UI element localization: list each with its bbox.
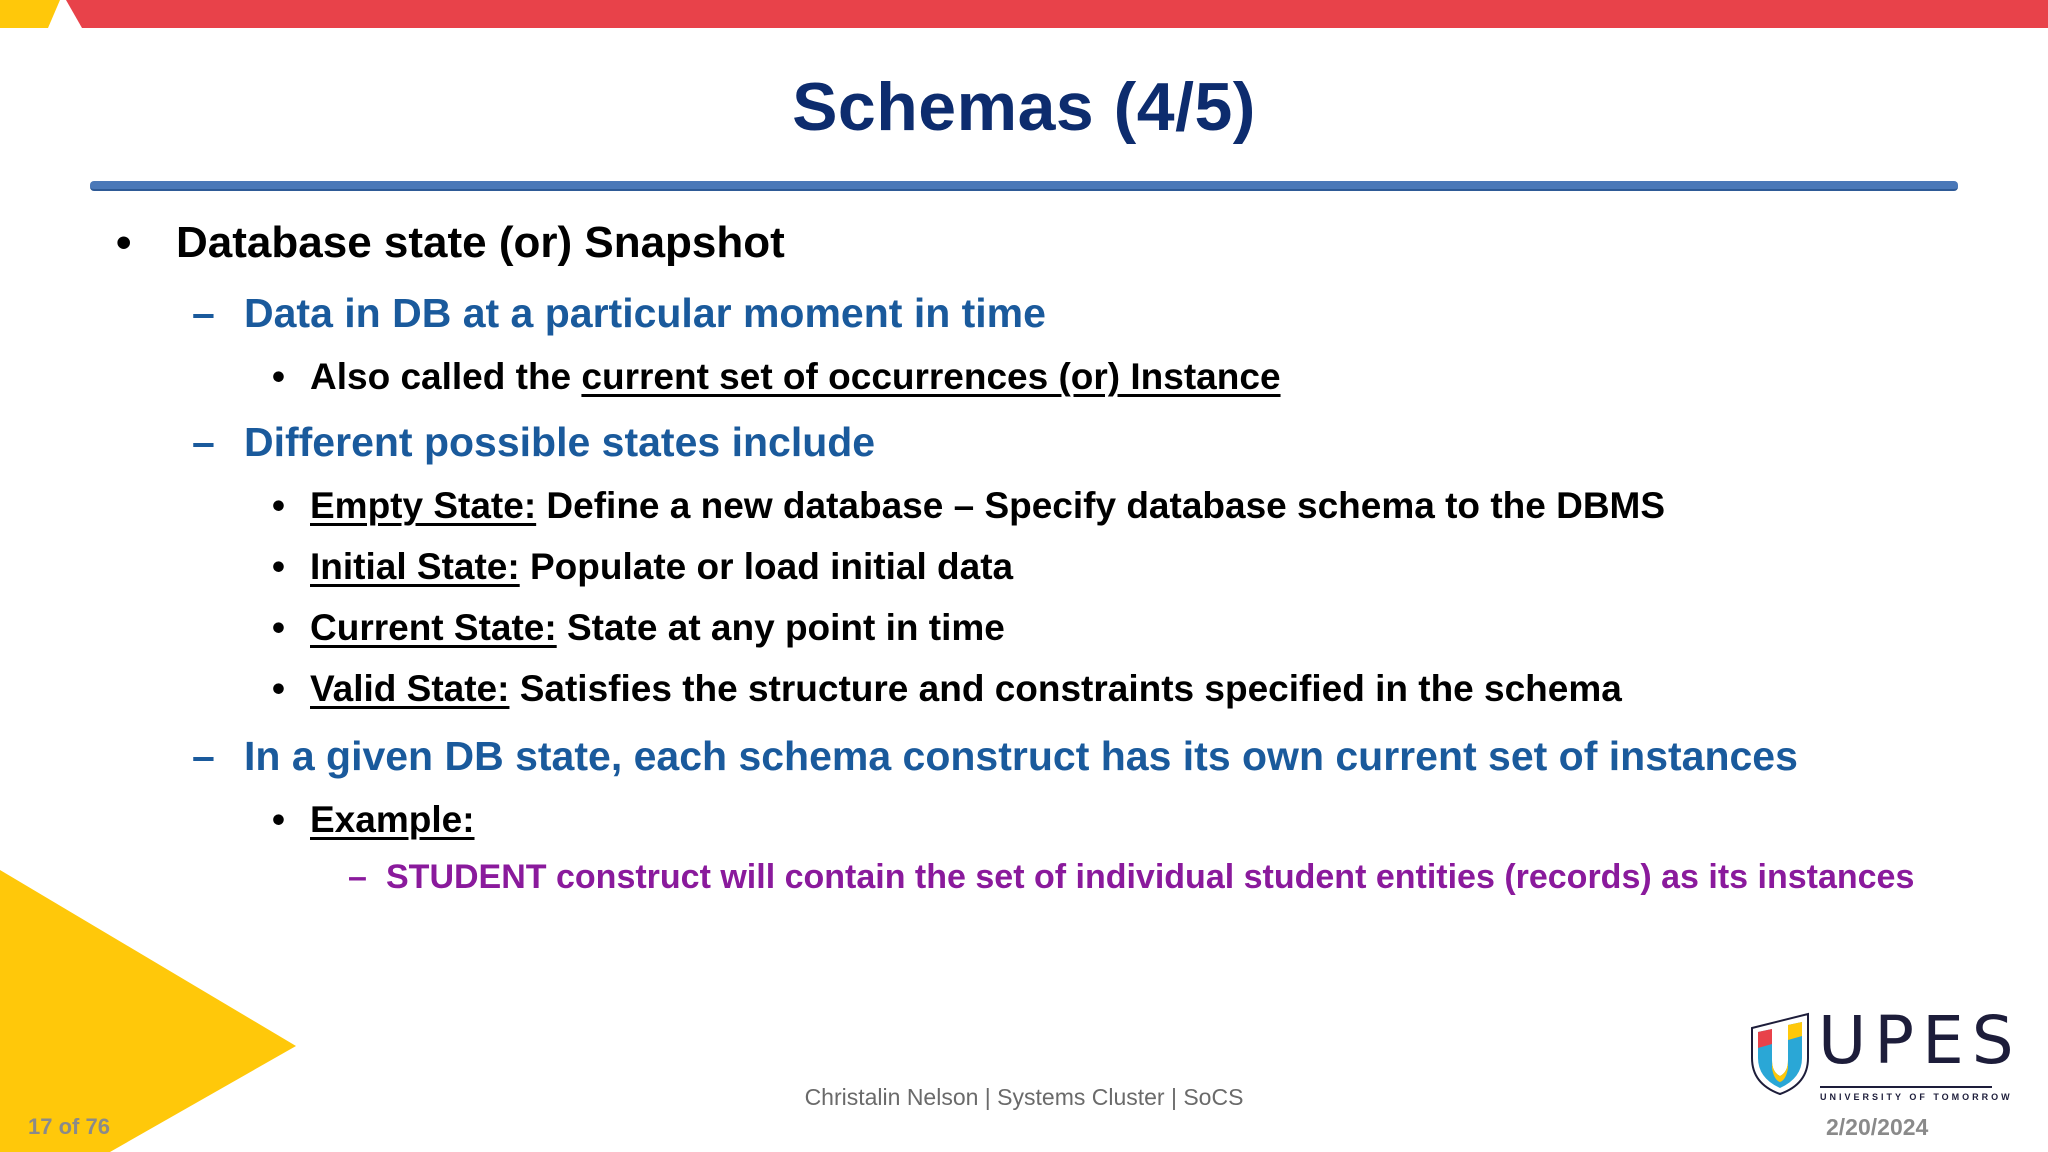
bullet-marker: • — [272, 546, 285, 587]
subbullet-data-in-db — [192, 290, 1046, 337]
top-accent-bar — [0, 0, 2048, 28]
upes-shield-icon — [1748, 1010, 1812, 1096]
subbullet-text: Data in DB at a particular moment in time — [244, 290, 1046, 336]
bullet-marker: • — [272, 485, 285, 526]
upes-logo — [1748, 1002, 2022, 1105]
detail-underlined-term: current set of occurrences (or) Instance — [581, 356, 1281, 397]
bullet-marker: • — [272, 607, 285, 648]
bullet-marker: • — [272, 668, 285, 709]
state-description: Populate or load initial data — [519, 546, 1014, 587]
slide-date: 2/20/2024 — [1826, 1114, 1929, 1140]
state-term: Current State: — [310, 607, 557, 648]
dash-marker: – — [348, 858, 367, 896]
state-current — [272, 607, 1005, 649]
state-empty — [272, 485, 1665, 527]
state-valid — [272, 668, 1622, 710]
footer-presenter: Christalin Nelson | Systems Cluster | SoCS — [804, 1084, 1244, 1110]
logo-wordmark: UPES — [1818, 1002, 2022, 1079]
example-detail — [348, 858, 1914, 897]
state-term: Empty State: — [310, 485, 537, 526]
logo-tagline: UNIVERSITY OF TOMORROW — [1820, 1092, 2013, 1102]
state-term: Valid State: — [310, 668, 510, 709]
subbullet-text: Different possible states include — [244, 419, 876, 465]
logo-divider — [1820, 1086, 1992, 1088]
subbullet-text: In a given DB state, each schema construct has its own current set of instances — [244, 733, 1798, 779]
example-text: STUDENT construct will contain the set of individual student entities (records) as its instances — [386, 858, 1915, 896]
dash-marker: – — [192, 419, 215, 465]
state-description: Satisfies the structure and constraints specified in the schema — [509, 668, 1622, 709]
title-divider — [90, 181, 1958, 191]
state-term: Initial State: — [310, 546, 520, 587]
bullet-marker: • — [272, 799, 285, 840]
state-description: State at any point in time — [556, 607, 1005, 648]
subbullet-possible-states — [192, 419, 875, 466]
example-label — [272, 799, 475, 841]
subbullet-db-state-instances — [192, 733, 1798, 780]
dash-marker: – — [192, 733, 215, 779]
dash-marker: – — [192, 290, 215, 336]
state-initial — [272, 546, 1013, 588]
page-number: 17 of 76 — [28, 1114, 110, 1139]
example-term: Example: — [310, 799, 475, 840]
bullet-marker: • — [116, 218, 132, 267]
slide-title: Schemas (4/5) — [792, 69, 1256, 145]
bullet-marker: • — [272, 356, 285, 397]
detail-prefix: Also called the — [310, 356, 582, 397]
detail-also-called — [272, 356, 1281, 398]
state-description: Define a new database – Specify database schema to the DBMS — [536, 485, 1666, 526]
bullet-text: Database state (or) Snapshot — [176, 218, 785, 267]
bullet-database-state — [116, 218, 785, 268]
